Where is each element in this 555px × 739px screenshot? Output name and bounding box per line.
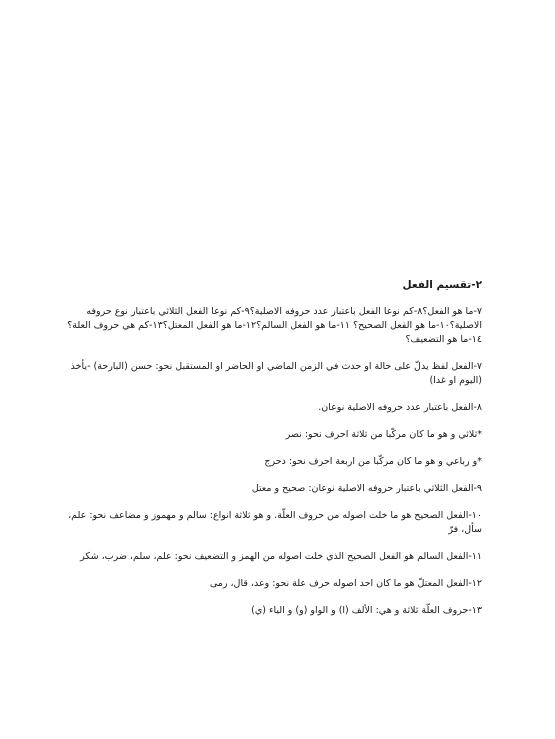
document-body bbox=[62, 278, 482, 631]
quadrilateral-item: *و رباعي و هو ما كان مركّبا من اربعة احرف نحو: دحرج bbox=[264, 456, 482, 467]
answer-paragraph-13: ١٣-حروف العلّة ثلاثة و هي: الألف (ا) و الواو (و) و الياء (ي) bbox=[251, 605, 482, 616]
questions-paragraph: ٧-ما هو الفعل؟٨-كم نوعا الفعل باعتبار عدد حروفه الاصلية؟٩-كم نوعا الفعل الثلاثي باعتبار نوع حروفه الاصلية؟١٠-ما هو الفعل الصحيح؟ ١١-ما هو الفعل السالم؟١٢-ما هو الفعل المعتل؟١٣-كم هي حروف العلة؟١٤-ما هو التضعيف؟ bbox=[67, 306, 482, 345]
answer-paragraph-9: ٩-الفعل الثلاثي باعتبار حروفه الاصلية نوعان: صحيح و معتل bbox=[251, 483, 482, 494]
answer-paragraph-12: ١٢-الفعل المعتلّ هو ما كان احد اصوله حرف علة نحو: وعد، قال، رمى bbox=[209, 578, 482, 589]
answer-paragraph-11: ١١-الفعل السالم هو الفعل الصحيح الذي خلت اصوله من الهمز و التضعيف نحو: علم، سلم، ضرب، شكر bbox=[80, 551, 482, 562]
answer-paragraph-8: ٨-الفعل باعتبار عدد حروفه الاصلية نوعان. bbox=[318, 402, 482, 413]
section-heading: ٢-تقسيم الفعل bbox=[402, 279, 482, 291]
trilateral-item: *ثلاثي و هو ما كان مركّبا من ثلاثة احرف نحو: نصر bbox=[285, 429, 482, 440]
answer-paragraph-7: ٧-الفعل لفظ يدلّ على حالة او حدث في الزمن الماضي او الحاضر او المستقبل نحو: حسن (البارحة) -يأخذ (اليوم او غدا) bbox=[70, 361, 482, 386]
answer-paragraph-10: ١٠-الفعل الصحيح هو ما خلت اصوله من حروف العلّة. و هو ثلاثة انواع: سالم و مهموز و مضاعف نحو: علم، سأل، فرّ bbox=[68, 510, 482, 535]
